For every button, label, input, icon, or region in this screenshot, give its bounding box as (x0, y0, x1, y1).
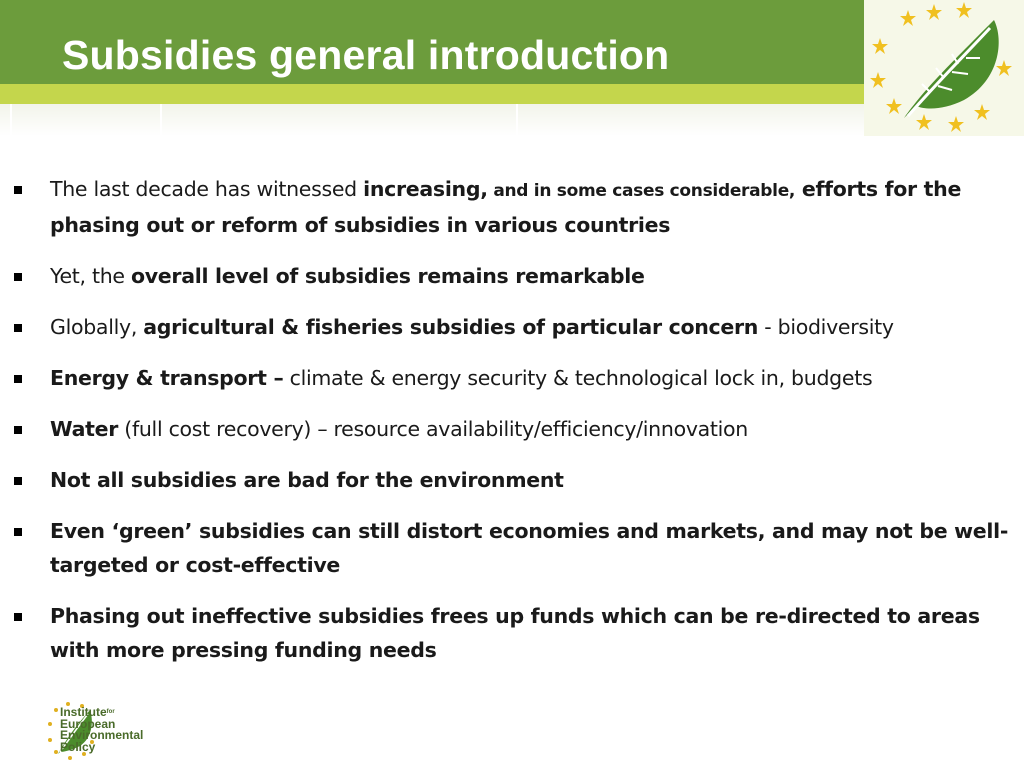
bullet-bold: increasing, (363, 177, 488, 201)
bullet-bold: efforts for the phasing out or reform of subsidies in various countries (50, 177, 962, 237)
bullet-item (14, 514, 1014, 582)
bullet-text: - biodiversity (758, 315, 894, 339)
bullet-item (14, 361, 1014, 395)
footer-line: Policy (60, 739, 96, 754)
footer-line: European (60, 716, 116, 731)
bullet-text: Globally, (50, 315, 144, 339)
bullet-marker (14, 528, 22, 536)
bullet-small-bold: and in some cases considerable, (487, 181, 796, 201)
bullet-bold: overall level of subsidies remains remarkable (130, 264, 645, 288)
bullet-item (14, 599, 1014, 667)
bullet-marker (14, 477, 22, 485)
slide-title: Subsidies general introduction (62, 32, 670, 78)
bullet-list (14, 172, 1014, 684)
bullet-item (14, 310, 1014, 344)
bullet-text: climate & energy security & technological lock in, budgets (283, 366, 873, 390)
bullet-marker (14, 186, 22, 194)
bullet-bold: Energy & transport – (50, 366, 284, 390)
bullet-item (14, 463, 1014, 497)
bullet-bold: Water (50, 417, 119, 441)
footer-for: for (106, 709, 115, 715)
bullet-bold: Phasing out ineffective subsidies frees up funds which can be re-directed to areas with more pressing funding needs (50, 604, 980, 662)
bullet-bold: Not all subsidies are bad for the environment (50, 468, 564, 492)
bullet-item (14, 259, 1014, 293)
bullet-item (14, 172, 1014, 242)
bullet-bold: Even ‘green’ subsidies can still distort economies and markets, and may not be well-targeted or cost-effective (50, 519, 1009, 577)
bullet-bold: agricultural & fisheries subsidies of particular concern (143, 315, 759, 339)
eu-leaf-stars-icon (864, 0, 1024, 136)
footer-line: Institute (60, 705, 107, 719)
bullet-marker (14, 613, 22, 621)
bullet-text: (full cost recovery) – resource availability/efficiency/innovation (118, 417, 748, 441)
bullet-item (14, 412, 1014, 446)
ieep-wordmark (60, 707, 143, 753)
bullet-text: The last decade has witnessed (50, 177, 364, 201)
bullet-marker (14, 273, 22, 281)
bullet-marker (14, 324, 22, 332)
footer-line: Environmental (60, 728, 144, 742)
bullet-marker (14, 375, 22, 383)
bullet-marker (14, 426, 22, 434)
bullet-text: Yet, the (50, 264, 131, 288)
